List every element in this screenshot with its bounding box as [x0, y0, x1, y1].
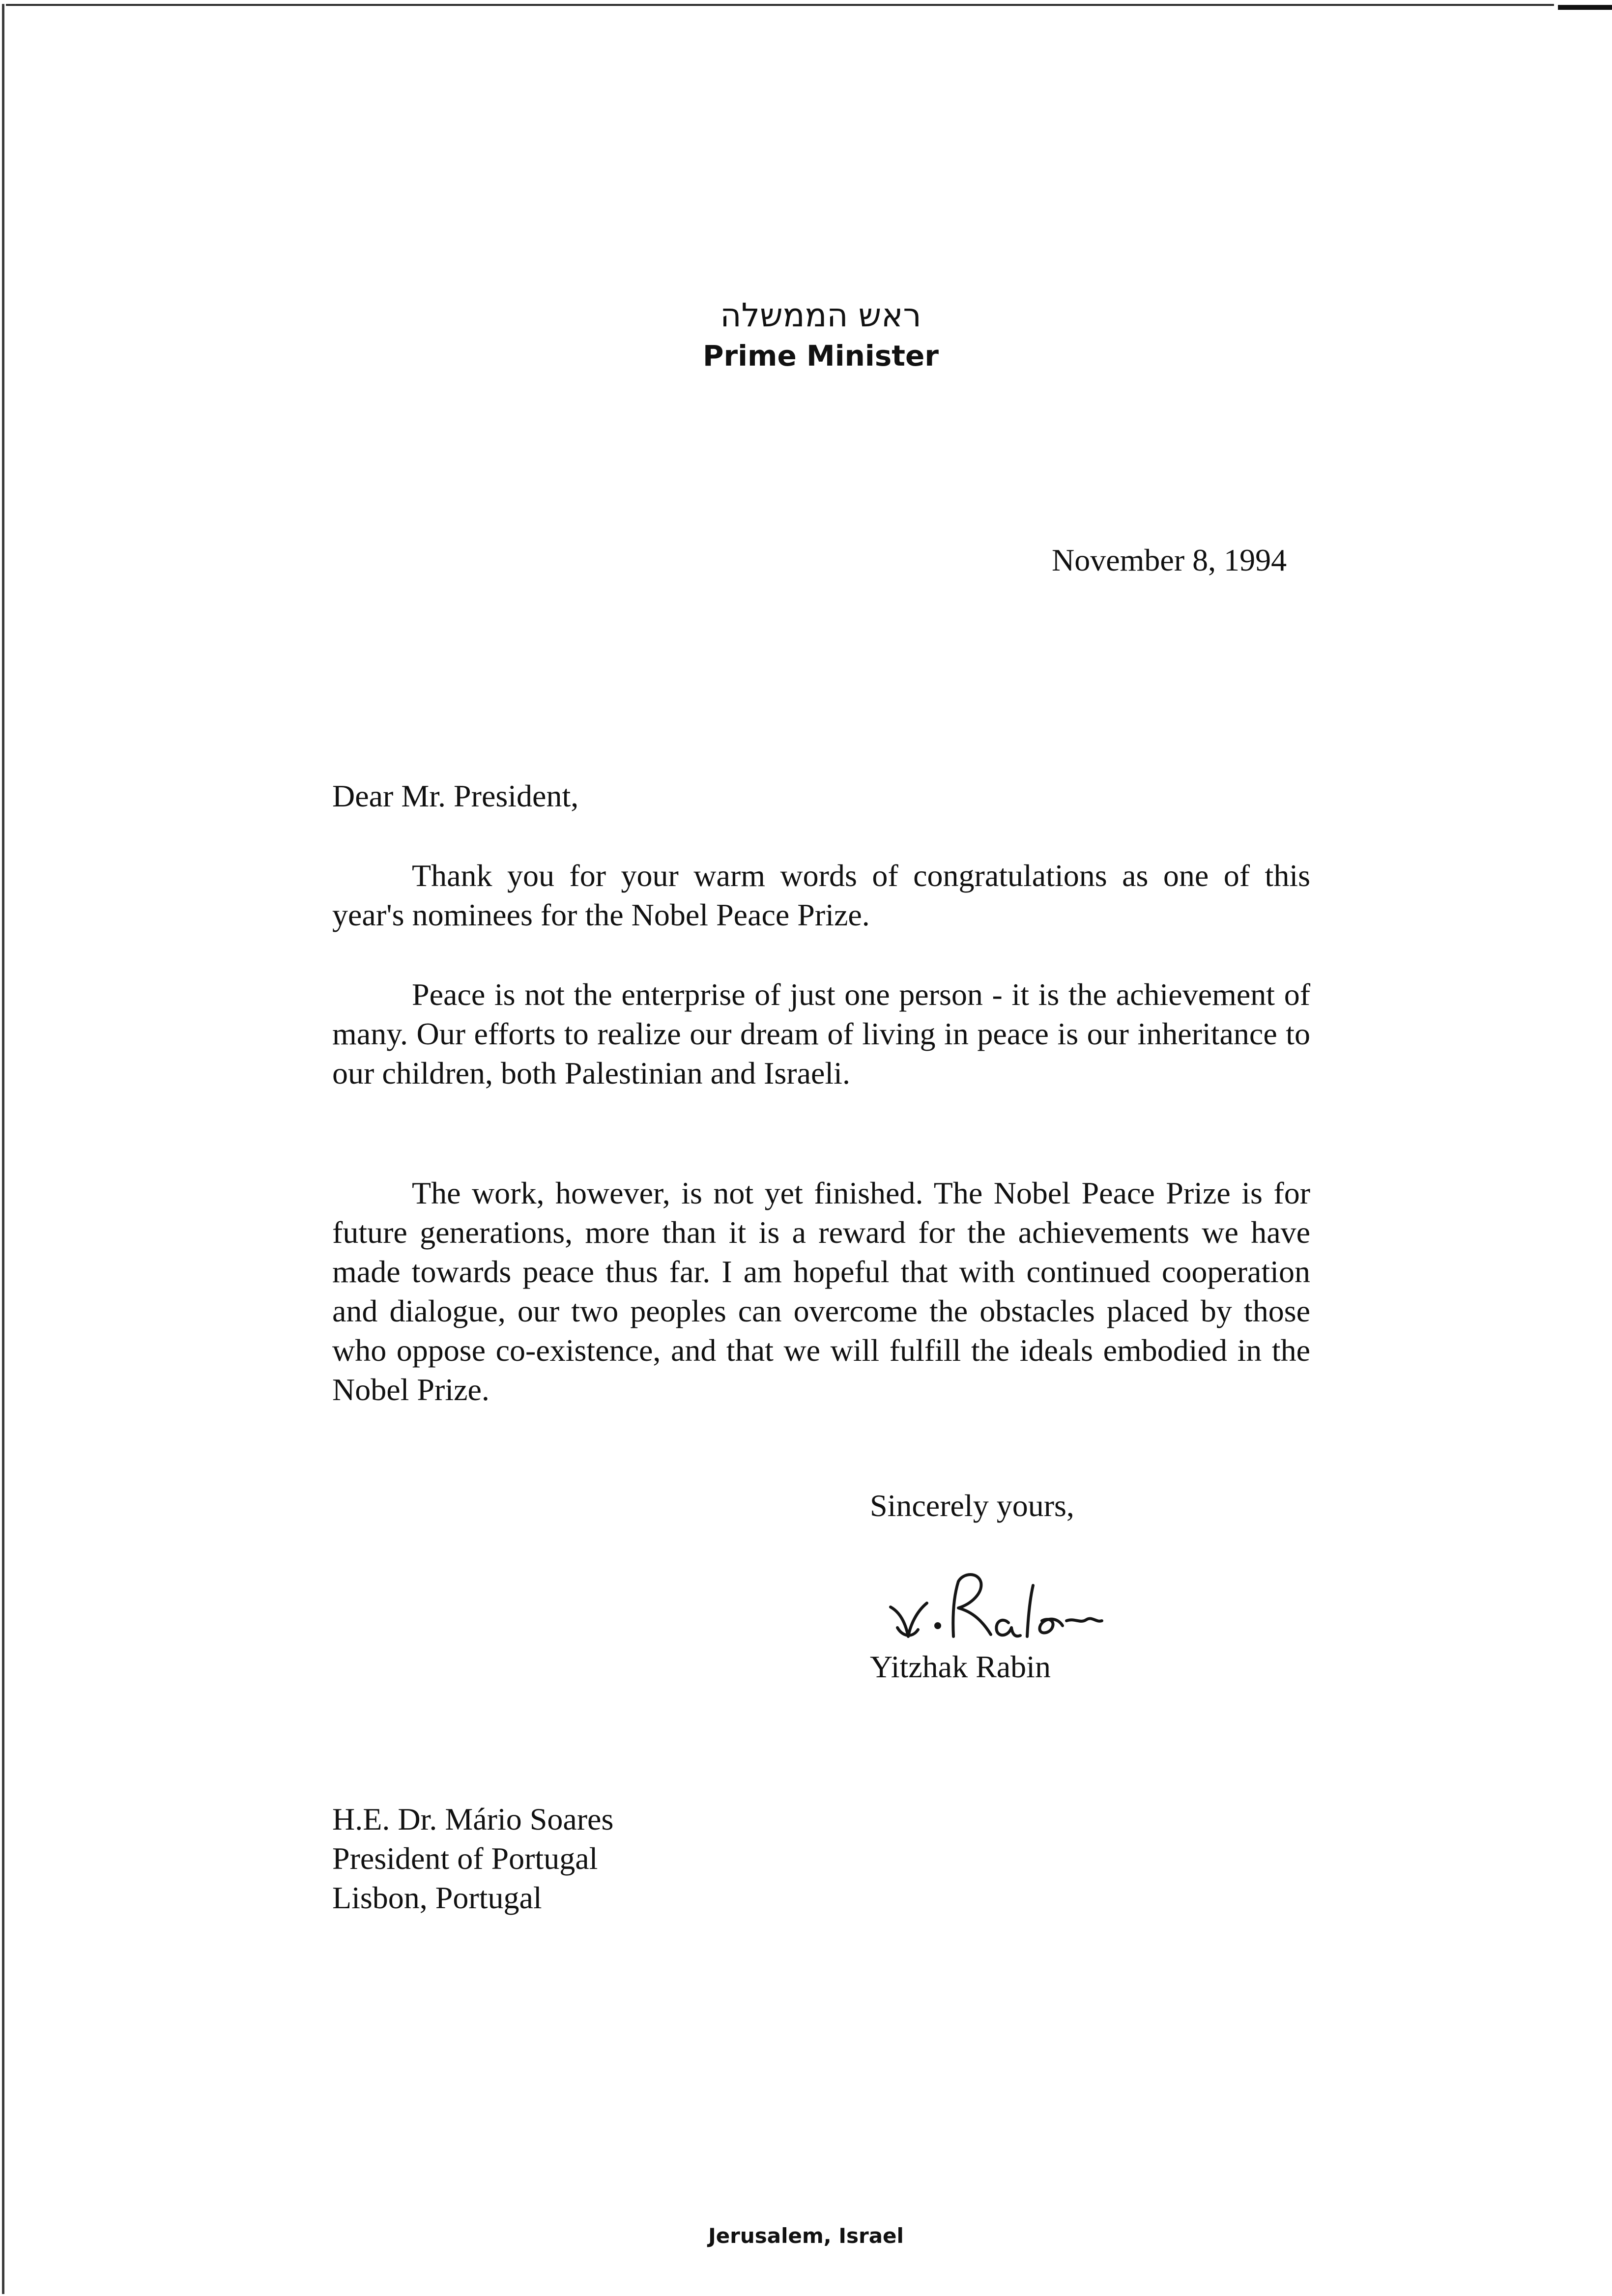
body-paragraph-2: Peace is not the enterprise of just one person - it is the achievement of many. Our efforts to realize our dream of living in peace is our inheritance to our children, both Palestinian and Israeli.	[332, 977, 1310, 1091]
salutation: Dear Mr. President,	[332, 778, 579, 813]
scan-corner-mark	[1558, 5, 1612, 10]
recipient-line-2: President of Portugal	[332, 1841, 598, 1876]
handwritten-signature	[880, 1563, 1155, 1661]
signer-name: Yitzhak Rabin	[870, 1649, 1051, 1684]
body-paragraph-1: Thank you for your warm words of congratulations as one of this year's nominees for the Nobel Peace Prize.	[332, 858, 1310, 932]
recipient-line-3: Lisbon, Portugal	[332, 1880, 542, 1915]
scan-edge-left	[2, 4, 4, 2294]
closing: Sincerely yours,	[870, 1488, 1074, 1523]
letterhead	[609, 295, 1032, 375]
body-paragraph-3: The work, however, is not yet finished. The Nobel Peace Prize is for future generations, more than it is a reward for the achievements we have made towards peace thus far. I am hopeful that with continued cooperation and dialogue, our two peoples can overcome the obstacles placed by those who oppose co-existence, and that we will fulfill the ideals embodied in the Nobel Prize.	[332, 1176, 1310, 1407]
letter-date: November 8, 1994	[1052, 543, 1287, 577]
recipient-address	[332, 1800, 613, 1918]
letterhead-title: Prime Minister	[703, 339, 939, 373]
footer-location: Jerusalem, Israel	[708, 2224, 904, 2248]
scan-edge-top	[6, 4, 1554, 6]
letterhead-hebrew-title: ראש הממשלה	[720, 296, 921, 334]
recipient-line-1: H.E. Dr. Mário Soares	[332, 1802, 614, 1837]
